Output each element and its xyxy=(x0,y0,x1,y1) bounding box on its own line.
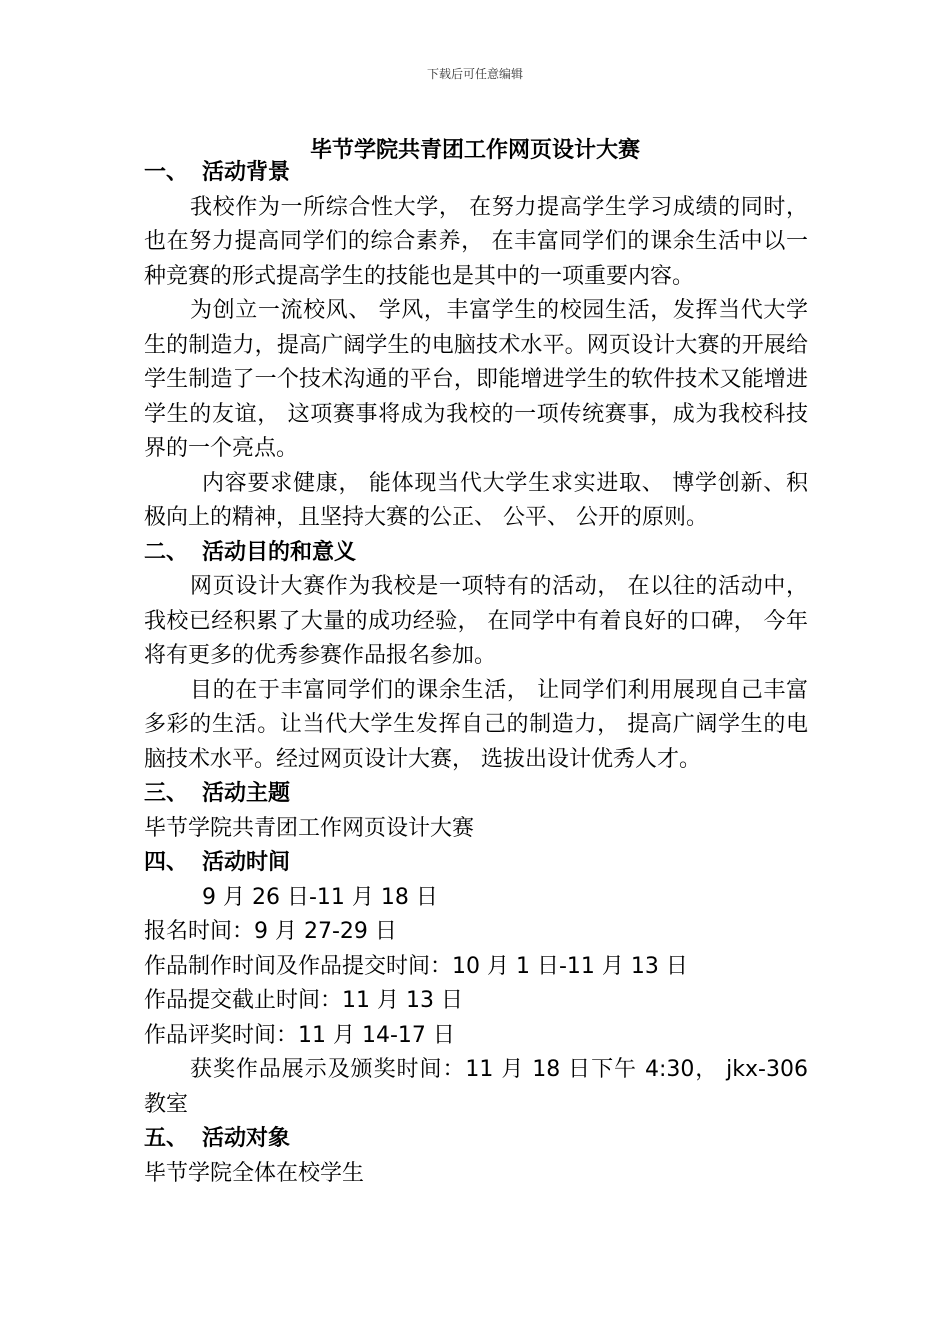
paragraph: 网页设计大赛作为我校是一项特有的活动， 在以往的活动中，我校已经积累了大量的成功经验， 在同学中有着良好的口碑， 今年将有更多的优秀参赛作品报名参加。 xyxy=(144,574,808,668)
paragraph: 目的在于丰富同学们的课余生活， 让同学们利用展现自己丰富多彩的生活。让当代大学生发挥自己的制造力， 提高广阔学生的电脑技术水平。经过网页设计大赛， 选拔出设计优秀人才。 xyxy=(144,677,808,772)
section-title: 活动主题 xyxy=(202,781,291,806)
paragraph: 我校作为一所综合性大学， 在努力提高学生学习成绩的同时， 也在努力提高同学们的综合素养， 在丰富同学们的课余生活中以一种竞赛的形式提高学生的技能也是其中的一项重要内容。 xyxy=(144,194,808,289)
section-number: 二、 xyxy=(144,539,189,565)
schedule-line: 报名时间：9 月 27-29 日 xyxy=(144,919,397,944)
section-number: 三、 xyxy=(144,781,189,806)
section-heading-time xyxy=(144,846,808,881)
paragraph: 内容要求健康， 能体现当代大学生求实进取、 博学创新、积极向上的精神，且坚持大赛的公正、 公平、 公开的原则。 xyxy=(144,470,808,530)
paragraph: 为创立一流校风、 学风，丰富学生的校园生活，发挥当代大学生的制造力，提高广阔学生的电脑技术水平。网页设计大赛的开展给学生制造了一个技术沟通的平台，即能增进学生的软件技术又能增进学生的友谊， 这项赛事将成为我校的一项传统赛事，成为我校科技界的一个亮点。 xyxy=(144,298,808,461)
section-heading-purpose xyxy=(144,536,808,571)
section-title: 活动目的和意义 xyxy=(202,539,357,565)
document-body xyxy=(144,156,808,1191)
section-title: 活动对象 xyxy=(202,1126,291,1151)
section-heading-background xyxy=(144,156,808,191)
section-title: 活动背景 xyxy=(202,160,291,185)
section-heading-audience xyxy=(144,1122,808,1157)
schedule-line: 作品评奖时间：11 月 14-17 日 xyxy=(144,1022,455,1048)
schedule-line: 作品制作时间及作品提交时间：10 月 1 日-11 月 13 日 xyxy=(144,953,688,979)
section-number: 四、 xyxy=(144,850,189,875)
section-title: 活动时间 xyxy=(202,850,291,875)
schedule-line: 作品提交截止时间：11 月 13 日 xyxy=(144,988,463,1013)
schedule-line: 获奖作品展示及颁奖时间：11 月 18 日下午 4:30， jkx-306 教室 xyxy=(144,1057,808,1117)
page-header-note: 下载后可任意编辑 xyxy=(426,67,523,81)
section-heading-theme xyxy=(144,777,808,812)
section-number: 五、 xyxy=(144,1126,189,1151)
document-title: 毕节学院共青团工作网页设计大赛 xyxy=(309,137,640,163)
section-number: 一、 xyxy=(144,160,189,185)
paragraph: 毕节学院全体在校学生 xyxy=(144,1160,365,1186)
schedule-line: 9 月 26 日-11 月 18 日 xyxy=(202,884,438,910)
paragraph: 毕节学院共青团工作网页设计大赛 xyxy=(144,815,475,841)
